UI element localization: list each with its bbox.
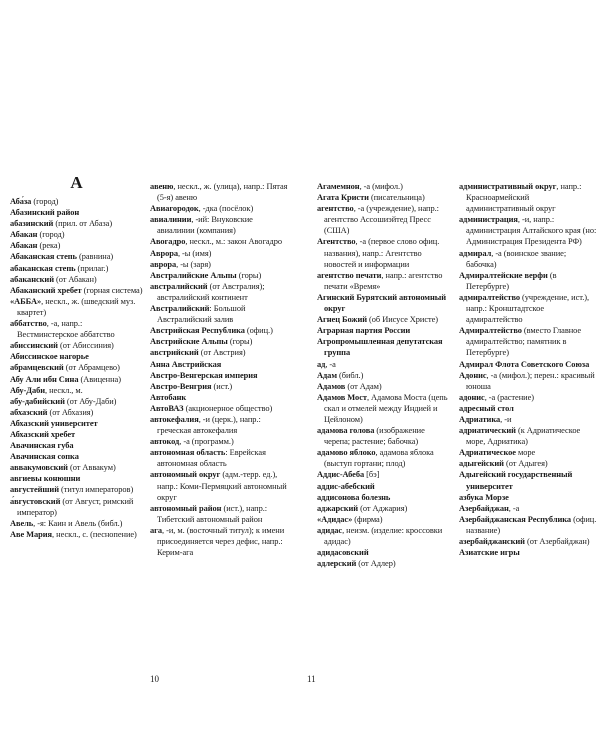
entry-remark: (от Аджария)	[358, 503, 408, 513]
entry-headword: Абакан	[10, 241, 38, 251]
entry-remark: , -и, м. (восточный титул); к имени присоединяется через дефис, напр.: Керим-ага	[157, 525, 285, 558]
entry-headword: Абазинский район	[10, 208, 80, 218]
dictionary-entry	[150, 359, 290, 370]
entry-headword: австрийский	[150, 348, 199, 358]
entry-headword: адамова голова	[317, 426, 375, 436]
entry-headword: Агнец Божий	[317, 315, 368, 325]
entry-remark: (акционерное общество)	[183, 403, 273, 413]
entry-headword: «Адидас»	[317, 514, 353, 524]
dictionary-entry	[459, 270, 597, 292]
dictionary-entry	[10, 418, 143, 429]
entry-headword: адонис	[459, 392, 485, 402]
entry-remark: (ист.), напр.: Тибетский автономный район	[157, 503, 268, 524]
entry-headword: Абакан	[10, 230, 38, 240]
dictionary-entry	[10, 318, 143, 340]
entry-headword: Аврора	[150, 248, 178, 258]
entry-headword: Агамемнон	[317, 182, 360, 191]
dictionary-entry	[317, 425, 451, 447]
dictionary-entry	[10, 229, 143, 240]
dictionary-entry	[10, 518, 143, 529]
dictionary-entry	[150, 403, 290, 414]
entry-headword: аддисонова болезнь	[317, 492, 391, 502]
entry-headword: авгиевы конюшни	[10, 474, 81, 484]
dictionary-entry	[150, 447, 290, 469]
dictionary-entry	[10, 440, 143, 451]
dictionary-entry	[317, 325, 451, 336]
entry-remark: , -а	[325, 359, 336, 369]
entry-remark: (учреждение, ист.), напр.: Кронштадтское адмиралтейство	[466, 292, 590, 325]
dictionary-entry	[150, 414, 290, 436]
entry-remark: , -и	[500, 414, 512, 424]
entry-headword: Азербайджанская Республика	[459, 514, 572, 524]
dictionary-entry	[317, 547, 451, 558]
dictionary-entry	[317, 181, 451, 192]
entry-headword: автономный район	[150, 503, 222, 513]
entry-headword: азербайджанский	[459, 537, 525, 546]
dictionary-entry	[10, 396, 143, 407]
dictionary-entry	[317, 481, 451, 492]
entry-headword: адидас	[317, 525, 343, 535]
entry-remark: (библ.)	[336, 370, 364, 380]
entry-headword: автокод	[150, 437, 180, 447]
entry-remark: , -а (мифол.)	[359, 182, 403, 191]
dictionary-entry	[317, 447, 451, 469]
dictionary-entry	[459, 248, 597, 270]
entry-headword: ад	[317, 359, 326, 369]
entry-remark: (офиц.)	[244, 326, 273, 336]
entry-headword: Абаканская степь	[10, 252, 77, 262]
dictionary-entry	[150, 370, 290, 381]
column-4	[459, 181, 597, 558]
entry-remark: (в Петербурге)	[466, 270, 557, 291]
dictionary-entry	[317, 336, 451, 358]
entry-remark: море	[515, 448, 536, 458]
entry-remark: , напр.: агентство печати «Время»	[324, 270, 443, 291]
dictionary-entry	[459, 547, 597, 558]
entry-headword: Аве Мария	[10, 529, 53, 539]
dictionary-entry	[459, 214, 597, 247]
entry-remark: (река)	[37, 241, 61, 251]
dictionary-entry	[150, 503, 290, 525]
entry-remark: (от Абрамцево)	[63, 363, 120, 373]
entry-headword: Агата Кристи	[317, 193, 369, 203]
dictionary-entry	[10, 296, 143, 318]
dictionary-entry	[150, 525, 290, 558]
entry-remark: , нескл., м.	[45, 385, 83, 395]
dictionary-entry	[459, 469, 597, 491]
dictionary-entry	[459, 370, 597, 392]
dictionary-entry	[459, 359, 597, 370]
entry-remark: [бэ]	[364, 470, 380, 480]
entry-remark: , нескл., м.: закон Авогадро	[185, 237, 282, 247]
column-3	[317, 181, 451, 569]
dictionary-entry	[459, 536, 597, 547]
entry-headword: Австрийская Республика	[150, 326, 245, 336]
entry-remark: (город)	[37, 230, 65, 240]
entry-headword: ага	[150, 525, 163, 535]
entry-remark: : Еврейская автономная область	[157, 448, 266, 469]
dictionary-entry	[459, 447, 597, 458]
entry-headword: Адамов	[317, 381, 346, 391]
entry-remark: (от Абу-Даби)	[64, 396, 117, 406]
dictionary-entry	[10, 484, 143, 495]
entry-remark: (офиц. название)	[466, 514, 597, 535]
entry-headword: адыгейский	[459, 459, 504, 469]
entry-remark: (горы)	[227, 337, 253, 347]
entry-headword: Адыгейский государственный университет	[459, 470, 573, 491]
entry-remark: (титул императоров)	[59, 485, 134, 495]
dictionary-entry	[317, 314, 451, 325]
entry-headword: Адмиралтейство	[459, 326, 522, 336]
entry-headword: австралийский	[150, 281, 208, 291]
dictionary-entry	[317, 203, 451, 236]
dictionary-entry	[317, 469, 451, 480]
entry-headword: абаканский	[10, 274, 54, 284]
entry-remark: , Адамова Моста (цепь скал и отмелей между Индией и Цейлоном)	[324, 392, 448, 424]
dictionary-entry	[10, 407, 143, 418]
section-letter: А	[70, 173, 83, 192]
right-page	[300, 0, 600, 750]
entry-headword: абаканская степь	[10, 263, 76, 273]
entry-headword: Адриатическое	[459, 448, 516, 458]
entry-remark: (Авиценна)	[78, 374, 121, 384]
entry-headword: адмиралтейство	[459, 292, 521, 302]
column-1	[10, 173, 143, 540]
entry-remark: , -а (учреждение), напр.: агентство Ассошиэйтед Пресс (США)	[324, 204, 439, 236]
dictionary-entry	[459, 425, 597, 447]
column-2	[150, 181, 290, 558]
entry-remark: (прил. от Абаза)	[53, 219, 113, 229]
entry-headword: адлерский	[317, 559, 357, 569]
entry-remark: , нескл., ж. (улица), напр.: Пятая (5-я) авеню	[157, 182, 288, 203]
dictionary-entry	[150, 469, 290, 502]
dictionary-entry	[10, 196, 143, 207]
entry-headword: адамово яблоко	[317, 448, 376, 458]
entry-remark: , -а (первое слово офиц. названия), напр.: Агентство новостей и информации	[324, 237, 440, 269]
dictionary-entry	[317, 236, 451, 269]
entry-remark: (от Абакан)	[53, 274, 97, 284]
entry-headword: азбука Морзе	[459, 492, 509, 502]
entry-remark: (от Адам)	[345, 381, 382, 391]
dictionary-entry	[10, 462, 143, 473]
entry-headword: Агропромышленная депутатская группа	[317, 337, 443, 358]
entry-headword: Авиагородок	[150, 204, 199, 214]
dictionary-entry	[10, 429, 143, 440]
dictionary-entry	[317, 292, 451, 314]
entry-headword: Австралийские Альпы	[150, 270, 237, 280]
entry-headword: а́вгустовский	[10, 496, 61, 506]
entry-remark: , -а (воинское звание; бабочка)	[466, 248, 567, 269]
entry-remark: , нескл., с. (песнопение)	[52, 529, 137, 539]
entry-headword: Агинский Бурятский автономный округ	[317, 292, 446, 314]
entry-remark: (адм.-терр. ед.), напр.: Коми-Пермяцкий автономный округ	[157, 470, 287, 502]
dictionary-entry	[459, 503, 597, 514]
dictionary-entry	[10, 529, 143, 540]
entry-headword: АвтоВАЗ	[150, 403, 184, 413]
entry-headword: авеню	[150, 182, 174, 191]
page-number-left: 10	[150, 674, 159, 684]
page-number-right: 11	[307, 674, 316, 684]
entry-headword: Адриатика	[459, 414, 501, 424]
dictionary-entry	[150, 203, 290, 214]
entry-remark: (от Азербайджан)	[524, 537, 590, 546]
entry-remark: , неизм. (изделие: кроссовки адидас)	[324, 525, 443, 546]
dictionary-entry	[150, 325, 290, 336]
dictionary-entry	[150, 347, 290, 358]
entry-headword: аджарский	[317, 503, 359, 513]
entry-headword: администрация	[459, 215, 518, 225]
entry-headword: абазинский	[10, 219, 54, 229]
entry-remark: (прилаг.)	[75, 263, 109, 273]
entry-remark: , -и (церк.), напр.: греческая автокефалия	[157, 414, 261, 436]
dictionary-entry	[459, 492, 597, 503]
dictionary-entry	[10, 362, 143, 373]
dictionary-entry	[150, 436, 290, 447]
dictionary-entry	[150, 181, 290, 203]
entry-remark: (писательница)	[368, 193, 425, 203]
dictionary-entry	[10, 263, 143, 274]
entry-remark: (ист.)	[211, 381, 233, 391]
dictionary-entry	[10, 218, 143, 229]
entry-headword: Австро-Венгрия	[150, 381, 212, 391]
entry-remark: (горная система)	[81, 285, 143, 295]
entry-headword: Азиатские игры	[459, 548, 520, 558]
dictionary-entry	[459, 392, 597, 403]
dictionary-entry	[10, 285, 143, 296]
entry-headword: адриатический	[459, 426, 516, 436]
dictionary-entry	[317, 514, 451, 525]
entry-headword: аввакумовский	[10, 463, 68, 473]
entry-remark: (фирма)	[352, 514, 383, 524]
dictionary-entry	[10, 496, 143, 518]
entry-remark: (от Адлер)	[356, 559, 396, 569]
entry-headword: Адам	[317, 370, 337, 380]
dictionary-entry	[459, 403, 597, 414]
entry-headword: адмирал	[459, 248, 492, 258]
dictionary-entry	[150, 392, 290, 403]
entry-remark: , -а (программ.)	[179, 437, 234, 447]
entry-headword: Авогадро	[150, 237, 186, 247]
entry-headword: агентство	[317, 204, 354, 214]
dictionary-entry	[150, 303, 290, 325]
dictionary-entry	[150, 236, 290, 247]
entry-headword: Аддис-Абеба	[317, 470, 365, 480]
dictionary-entry	[317, 381, 451, 392]
dictionary-entry	[317, 525, 451, 547]
entry-headword: Азербайджан	[459, 503, 509, 513]
entry-remark: : Большой Австралийский залив	[157, 304, 246, 325]
entry-headword: Абхазский хребет	[10, 429, 76, 439]
entry-headword: Аграрная партия России	[317, 326, 411, 336]
dictionary-entry	[459, 325, 597, 358]
dictionary-entry	[317, 192, 451, 203]
dictionary-entry	[317, 392, 451, 425]
dictionary-entry	[10, 240, 143, 251]
entry-headword: Адмиралтейские верфи	[459, 270, 548, 280]
entry-headword: аддис-абебский	[317, 481, 375, 491]
entry-headword: Австрийские Альпы	[150, 337, 228, 347]
entry-remark: , -ий: Внуковские авиалинии (компания)	[157, 215, 253, 236]
entry-headword: Абиссинское нагорье	[10, 352, 89, 362]
dictionary-entry	[317, 359, 451, 370]
entry-headword: Анна Австрийская	[150, 359, 222, 369]
entry-headword: Автобанк	[150, 392, 187, 402]
dictionary-entry	[10, 251, 143, 262]
entry-remark: (от Аввакум)	[67, 463, 116, 473]
entry-headword: абхазский	[10, 407, 48, 417]
entry-remark: , -а (растение)	[484, 392, 534, 402]
entry-headword: Абхазский университет	[10, 418, 98, 428]
entry-remark: , адамова яблока (выступ гортани; плод)	[324, 448, 434, 469]
entry-headword: Австралийский	[150, 304, 210, 314]
entry-remark: (изображение черепа; растение; бабочка)	[324, 426, 425, 447]
entry-remark: , -я: Каин и Авель (библ.)	[33, 518, 123, 528]
entry-headword: адресный стол	[459, 403, 514, 413]
entry-remark: (вместо Главное адмиралтейство; памятник в Петербурге)	[466, 326, 582, 358]
dictionary-entry	[459, 414, 597, 425]
dictionary-entry	[459, 292, 597, 325]
dictionary-entry	[10, 351, 143, 362]
entry-headword: Авачинская сопка	[10, 452, 79, 462]
dictionary-entry	[10, 207, 143, 218]
entry-headword: Адонис	[459, 370, 487, 380]
entry-headword: агентство печати	[317, 270, 382, 280]
entry-headword: Абу-Даби	[10, 385, 46, 395]
entry-headword: Адамов Мост	[317, 392, 367, 402]
entry-remark: , -ы (имя)	[177, 248, 212, 258]
entry-headword: Абу Али ибн Сина	[10, 374, 79, 384]
entry-remark: (от Адыгея)	[503, 459, 548, 469]
entry-remark: , -а, напр.: Вестминстерское аббатство	[17, 319, 115, 340]
entry-remark: (от Австралия); австралийский континент	[157, 281, 265, 302]
dictionary-entry	[317, 503, 451, 514]
entry-headword: Авачинская губа	[10, 441, 74, 451]
entry-remark: (равнина)	[76, 252, 114, 262]
entry-remark: , -и, напр.: администрация Алтайского края (но: Администрация Президента РФ)	[466, 215, 597, 247]
entry-remark: , нескл., ж. (шведский муз. квартет)	[17, 296, 136, 317]
entry-headword: авиалинии	[150, 215, 192, 225]
dictionary-entry	[10, 274, 143, 285]
dictionary-entry	[10, 340, 143, 351]
entry-remark: , -а	[508, 503, 520, 513]
dictionary-entry	[150, 214, 290, 236]
entry-headword: абу-дабийский	[10, 396, 65, 406]
dictionary-entry	[459, 514, 597, 536]
entry-remark: (от Август, римский император)	[17, 496, 134, 517]
dictionary-entry	[10, 385, 143, 396]
dictionary-entry	[150, 281, 290, 303]
dictionary-entry	[10, 374, 143, 385]
entry-remark: , напр.: Красноармейский административный округ	[466, 182, 582, 214]
dictionary-entry	[459, 181, 597, 214]
entry-headword: аврора	[150, 259, 177, 269]
dictionary-entry	[317, 558, 451, 569]
entry-remark: (город)	[31, 197, 59, 206]
entry-headword: «АББА»	[10, 296, 42, 306]
entry-remark: , -дка (посёлок)	[198, 204, 254, 214]
entry-headword: административный округ	[459, 182, 557, 191]
entry-remark: , -ы (заря)	[176, 259, 211, 269]
entry-remark: (от Абхазия)	[47, 407, 94, 417]
dictionary-entry	[150, 336, 290, 347]
dictionary-entry	[317, 492, 451, 503]
dictionary-entry	[150, 381, 290, 392]
entry-remark: , -а (мифол.); перен.: красивый юноша	[466, 370, 595, 391]
dictionary-entry	[459, 458, 597, 469]
dictionary-entry	[10, 473, 143, 484]
entry-remark: (от Австрия)	[198, 348, 246, 358]
entry-headword: автономная область	[150, 448, 226, 458]
entry-remark: (к Адриатическое море, Адриатика)	[466, 426, 581, 447]
entry-remark: (от Абиссиния)	[57, 341, 114, 351]
entry-headword: автономный округ	[150, 470, 221, 480]
entry-remark: (об Иисусе Христе)	[367, 315, 439, 325]
entry-headword: Авель	[10, 518, 34, 528]
entry-headword: Австро-Венгерская империя	[150, 370, 258, 380]
dictionary-entry	[317, 270, 451, 292]
entry-headword: Аба́за	[10, 197, 32, 206]
entry-headword: Абаканский хребет	[10, 285, 82, 295]
entry-headword: абиссинский	[10, 341, 58, 351]
entry-headword: абрамцевский	[10, 363, 64, 373]
dictionary-entry	[10, 451, 143, 462]
dictionary-entry	[317, 370, 451, 381]
entry-headword: Адмирал Флота Советского Союза	[459, 359, 590, 369]
entry-headword: адидасовский	[317, 548, 369, 558]
entry-headword: автокефалия	[150, 414, 199, 424]
entry-headword: аббатство	[10, 319, 47, 329]
entry-remark: (горы)	[236, 270, 262, 280]
dictionary-entry	[150, 248, 290, 259]
entry-headword: Агентство	[317, 237, 356, 247]
dictionary-entry	[150, 270, 290, 281]
dictionary-entry	[150, 259, 290, 270]
entry-headword: августейший	[10, 485, 59, 495]
